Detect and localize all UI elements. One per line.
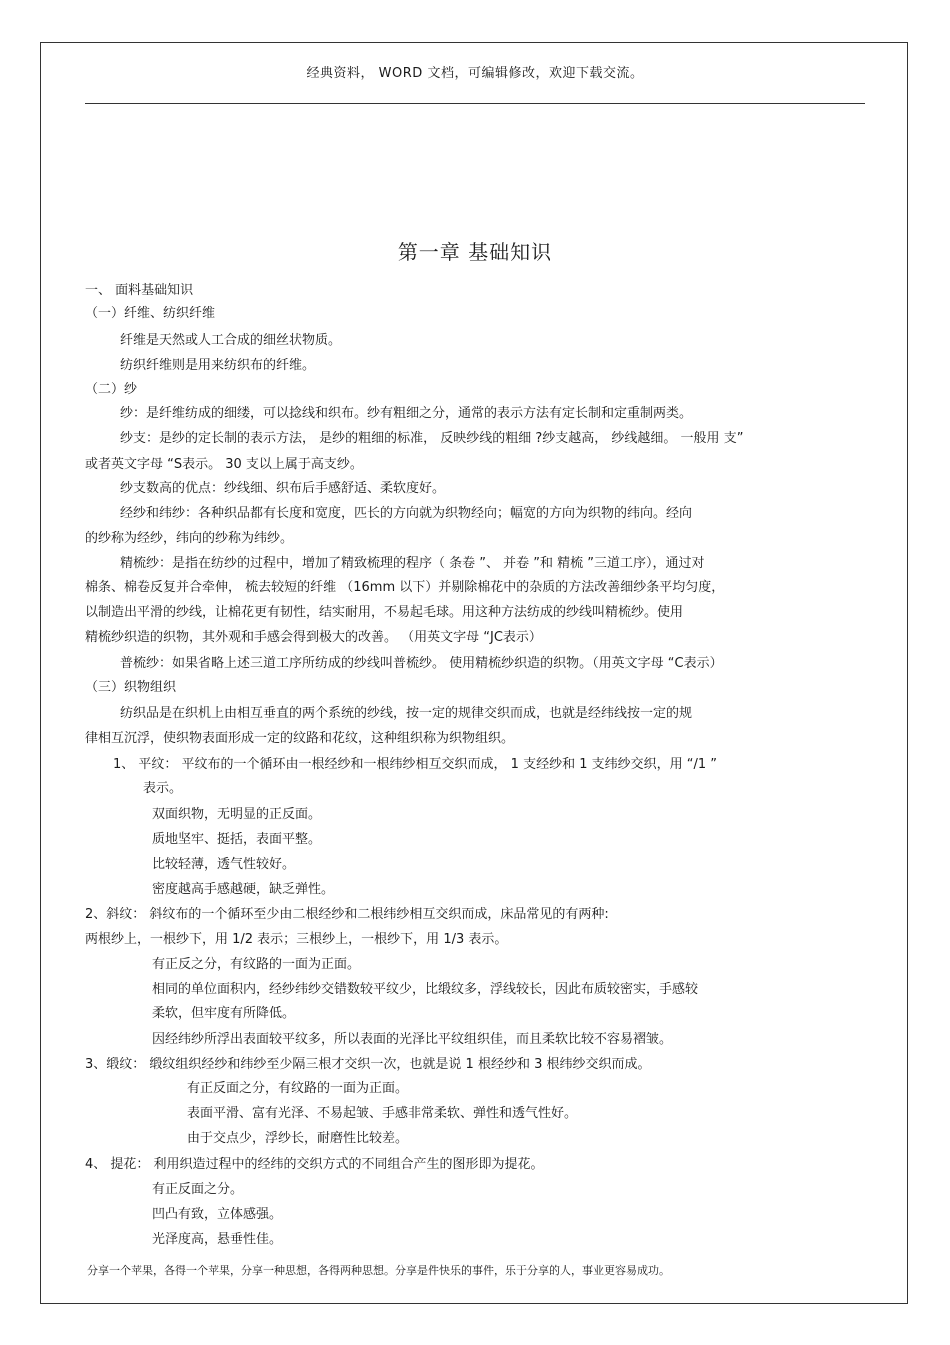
paragraph-line: 纱支数高的优点：纱线细、织布后手感舒适、柔软度好。 <box>120 481 446 496</box>
paragraph-line: 由于交点少，浮纱长，耐磨性比较差。 <box>187 1131 409 1146</box>
page-header: 经典资料， WORD 文档，可编辑修改，欢迎下载交流。 <box>306 66 644 81</box>
paragraph-line: 光泽度高，悬垂性佳。 <box>152 1232 283 1247</box>
page-footer: 分享一个苹果，各得一个苹果，分享一种思想，各得两种思想。分享是件快乐的事件，乐于分享的人，事业更容易成功。 <box>87 1264 670 1277</box>
section-heading: 一、 面料基础知识 <box>85 283 194 298</box>
paragraph-line: 纤维是天然或人工合成的细丝状物质。 <box>120 333 342 348</box>
paragraph-line: 双面织物，无明显的正反面。 <box>152 807 322 822</box>
paragraph-line: 凹凸有致，立体感强。 <box>152 1207 283 1222</box>
subsection-heading: （一）纤维、纺织纤维 <box>85 306 216 321</box>
paragraph-line: 以制造出平滑的纱线，让棉花更有韧性，结实耐用，不易起毛球。用这种方法纺成的纱线叫精梳纱。使用 <box>85 605 684 620</box>
paragraph-line: 因经纬纱所浮出表面较平纹多，所以表面的光泽比平纹组织佳，而且柔软比较不容易褶皱。 <box>152 1032 673 1047</box>
paragraph-line: 表面平滑、富有光泽、不易起皱、手感非常柔软、弹性和透气性好。 <box>187 1106 578 1121</box>
paragraph-line: 律相互沉浮，使织物表面形成一定的纹路和花纹，这种组织称为织物组织。 <box>85 731 515 746</box>
paragraph-line: 柔软，但牢度有所降低。 <box>152 1006 296 1021</box>
paragraph-line: 质地坚牢、挺括，表面平整。 <box>152 832 322 847</box>
list-item: 4、 提花： 利用织造过程中的经纬的交织方式的不同组合产生的图形即为提花。 <box>85 1157 544 1172</box>
paragraph-line: 密度越高手感越硬，缺乏弹性。 <box>152 882 335 897</box>
header-divider <box>85 103 865 104</box>
paragraph-line: 普梳纱：如果省略上述三道工序所纺成的纱线叫普梳纱。 使用精梳纱织造的织物。（用英文字母 “C表示） <box>120 656 723 671</box>
paragraph-line: 经纱和纬纱：各种织品都有长度和宽度，匹长的方向就为织物经向；幅宽的方向为织物的纬向。经向 <box>120 506 693 521</box>
list-item: 1、 平纹： 平纹布的一个循环由一根经纱和一根纬纱相互交织而成， 1 支经纱和 1 支纬纱交织，用 “/1 ” <box>113 757 717 772</box>
paragraph-line: 表示。 <box>143 781 183 796</box>
paragraph-line: 相同的单位面积内，经纱纬纱交错数较平纹少，比缎纹多，浮线较长，因此布质较密实，手感较 <box>152 982 699 997</box>
paragraph-line: 有正反面之分，有纹路的一面为正面。 <box>187 1081 409 1096</box>
list-item: 2、斜纹： 斜纹布的一个循环至少由二根经纱和二根纬纱相互交织而成，床品常见的有两种: <box>85 907 609 922</box>
list-item: 3、缎纹： 缎纹组织经纱和纬纱至少隔三根才交织一次，也就是说 1 根经纱和 3 根纬纱交织而成。 <box>85 1057 651 1072</box>
paragraph-line: 棉条、棉卷反复并合牵伸， 梳去较短的纤维 （16mm 以下）并剔除棉花中的杂质的方法改善细纱条平均匀度， <box>85 580 725 595</box>
paragraph-line: 有正反之分，有纹路的一面为正面。 <box>152 957 361 972</box>
paragraph-line: 纺织纤维则是用来纺织布的纤维。 <box>120 358 316 373</box>
paragraph-line: 两根纱上，一根纱下，用 1/2 表示；三根纱上，一根纱下，用 1/3 表示。 <box>85 932 508 947</box>
paragraph-line: 比较轻薄，透气性较好。 <box>152 857 296 872</box>
paragraph-line: 纱：是纤维纺成的细缕，可以捻线和织布。纱有粗细之分，通常的表示方法有定长制和定重制两类。 <box>120 406 693 421</box>
subsection-heading: （三）织物组织 <box>85 680 177 695</box>
paragraph-line: 纺织品是在织机上由相互垂直的两个系统的纱线，按一定的规律交织而成，也就是经纬线按一定的规 <box>120 706 693 721</box>
paragraph-line: 精梳纱织造的织物，其外观和手感会得到极大的改善。 （用英文字母 “JC表示） <box>85 630 542 645</box>
subsection-heading: （二）纱 <box>85 382 138 397</box>
paragraph-line: 的纱称为经纱，纬向的纱称为纬纱。 <box>85 531 294 546</box>
paragraph-line: 精梳纱：是指在纺纱的过程中，增加了精致梳理的程序（ 条卷 ”、 并卷 ”和 精梳 ”三道工序），通过对 <box>120 556 705 571</box>
paragraph-line: 有正反面之分。 <box>152 1182 244 1197</box>
paragraph-line: 纱支：是纱的定长制的表示方法， 是纱的粗细的标准， 反映纱线的粗细 ?纱支越高， 纱线越细。 一般用 支” <box>120 431 744 446</box>
chapter-title: 第一章 基础知识 <box>397 240 553 264</box>
paragraph-line: 或者英文字母 “S表示。 30 支以上属于高支纱。 <box>85 457 363 472</box>
